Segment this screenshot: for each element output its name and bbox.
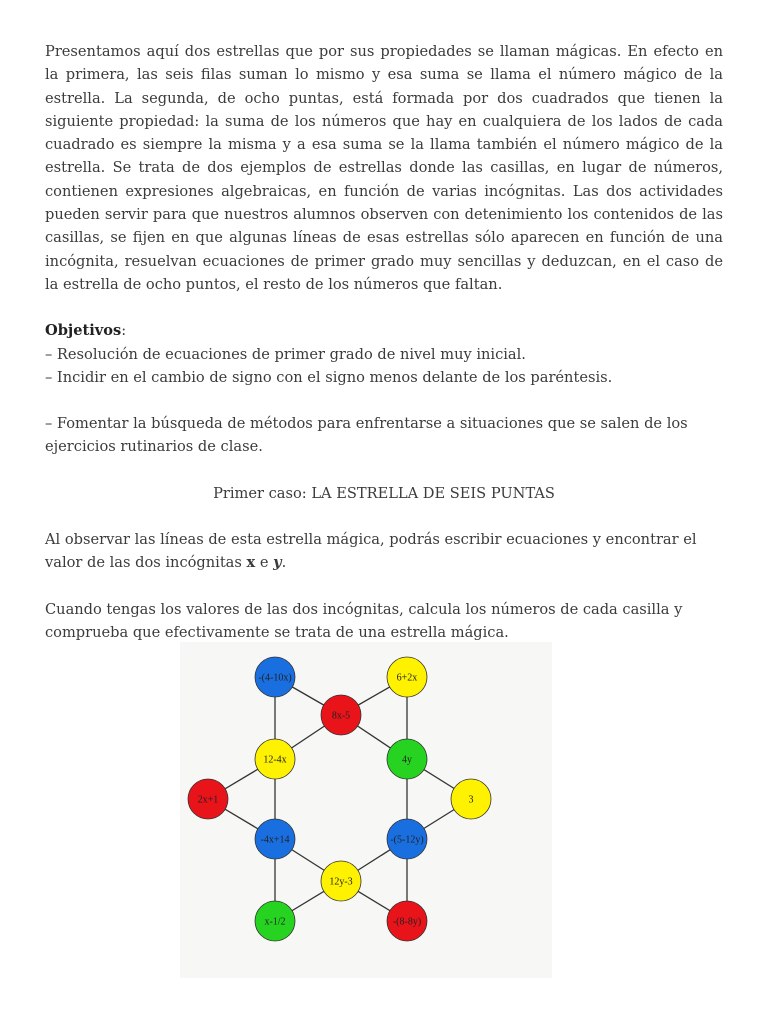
observe-end: . — [281, 554, 287, 572]
star-node — [387, 657, 427, 697]
star-node-label: x-1/2 — [264, 916, 286, 928]
star-node — [451, 779, 491, 819]
star-node — [255, 901, 295, 941]
magic-star-figure — [180, 642, 552, 978]
observe-paragraph — [45, 528, 723, 575]
star-node — [387, 819, 427, 859]
variable-x: x — [246, 554, 256, 572]
star-node-label: -(5-12y) — [390, 834, 424, 846]
star-node-label: 6+2x — [396, 672, 418, 684]
objective-item: – Incidir en el cambio de signo con el signo menos delante de los paréntesis. — [45, 368, 613, 386]
objectives-title: Objetivos — [45, 322, 122, 340]
star-node-label: 2x+1 — [197, 794, 219, 806]
star-node-label: 3 — [468, 794, 474, 806]
star-node-label: 8x-5 — [331, 710, 351, 722]
star-node — [255, 739, 295, 779]
intro-paragraph: Presentamos aquí dos estrellas que por sus propiedades se llaman mágicas. En efecto en la primera, las seis filas suman lo mismo y esa suma se llama el número mágico de la estrella. La segunda, de ocho puntas, está formada por dos cuadrados que tienen la siguiente propiedad: la suma de los números que hay en cualquiera de los lados de cada cuadrado es siempre la misma y a esa suma se la llama también el número mágico de la estrella. Se trata de dos ejemplos de estrellas donde las casillas, en lugar de números, contienen expresiones algebraicas, en función de varias incógnitas. Las dos actividades pueden servir para que nuestros alumnos observen con detenimiento los contenidos de las casillas, se fijen en que algunas líneas de esas estrellas sólo aparecen en función de una incógnita, resuelvan ecuaciones de primer grado muy sencillas y deduzcan, en el caso de la estrella de ocho puntos, el resto de los números que faltan. — [45, 43, 723, 293]
star-node-label: 12y-3 — [329, 876, 353, 888]
objectives-colon: : — [121, 322, 127, 340]
observe-text: Al observar las líneas de esta estrella mágica, podrás escribir ecuaciones y encontrar el valor de las dos incógnitas — [45, 531, 697, 572]
document-body — [45, 40, 723, 644]
objectives-heading — [45, 319, 723, 342]
star-node-label: 12-4x — [263, 754, 287, 766]
observe-conj: e — [255, 554, 274, 572]
star-node — [321, 695, 361, 735]
star-node-label: 4y — [402, 754, 412, 766]
star-node-label: -4x+14 — [260, 834, 290, 846]
star-node — [387, 739, 427, 779]
variable-y: y — [273, 554, 282, 572]
star-node-label: -(8-8y) — [392, 916, 422, 928]
star-node — [255, 657, 295, 697]
star-node — [387, 901, 427, 941]
star-node — [321, 861, 361, 901]
star-node-label: -(4-10x) — [258, 672, 292, 684]
objective-item: – Resolución de ecuaciones de primer grado de nivel muy inicial. — [45, 345, 526, 363]
star-node — [255, 819, 295, 859]
values-paragraph: Cuando tengas los valores de las dos incógnitas, calcula los números de cada casilla y comprueba que efectivamente se trata de una estrella mágica. — [45, 600, 683, 641]
magic-star-diagram — [180, 642, 552, 978]
star-node — [188, 779, 228, 819]
objective-extra: – Fomentar la búsqueda de métodos para enfrentarse a situaciones que se salen de los ejercicios rutinarios de clase. — [45, 415, 688, 456]
case-title: Primer caso: LA ESTRELLA DE SEIS PUNTAS — [213, 484, 555, 502]
